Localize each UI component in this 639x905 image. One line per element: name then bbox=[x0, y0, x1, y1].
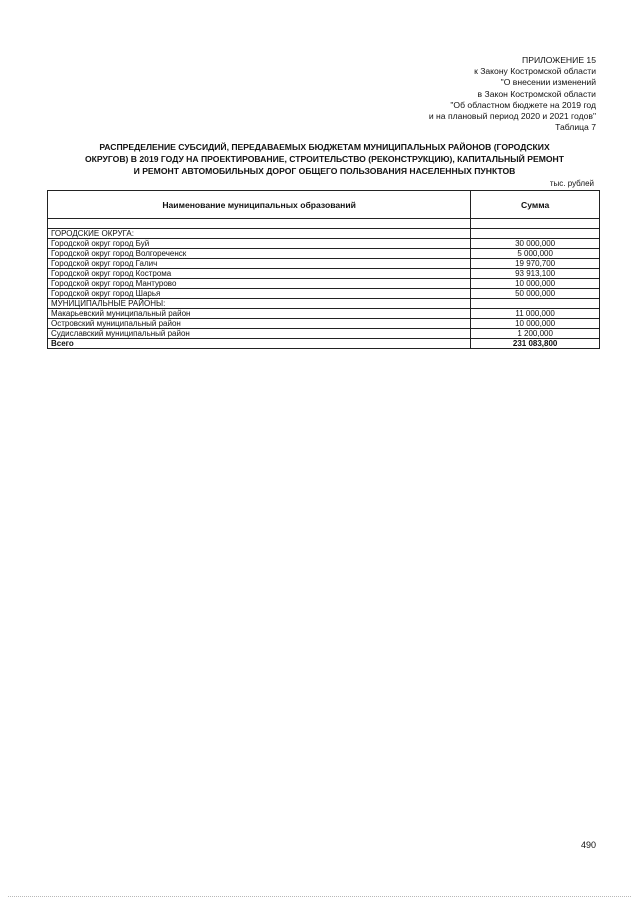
title-line: РАСПРЕДЕЛЕНИЕ СУБСИДИЙ, ПЕРЕДАВАЕМЫХ БЮДЖЕТАМ МУНИЦИПАЛЬНЫХ РАЙОНОВ (ГОРОДСКИХ bbox=[99, 142, 550, 152]
total-sum: 231 083,800 bbox=[471, 339, 600, 349]
row-name: Городской округ город Волгореченск bbox=[48, 249, 471, 259]
row-name: Городской округ город Мантурово bbox=[48, 279, 471, 289]
row-name: Макарьевский муниципальный район bbox=[48, 309, 471, 319]
annex-law-name: в Закон Костромской области bbox=[477, 88, 596, 99]
table-row bbox=[48, 319, 600, 329]
subsidy-table bbox=[47, 190, 600, 349]
unit-label: тыс. рублей bbox=[549, 179, 594, 188]
table-header-row bbox=[48, 191, 600, 219]
row-sum: 1 200,000 bbox=[471, 329, 600, 339]
section-row-municipal-districts bbox=[48, 299, 600, 309]
row-sum: 5 000,000 bbox=[471, 249, 600, 259]
title-line: И РЕМОНТ АВТОМОБИЛЬНЫХ ДОРОГ ОБЩЕГО ПОЛЬЗОВАНИЯ НАСЕЛЕННЫХ ПУНКТОВ bbox=[133, 166, 516, 177]
table-row bbox=[48, 239, 600, 249]
row-sum: 10 000,000 bbox=[471, 279, 600, 289]
row-name: ГОРОДСКИЕ ОКРУГА: bbox=[48, 229, 471, 239]
total-row bbox=[48, 339, 600, 349]
title-line: ОКРУГОВ) В 2019 ГОДУ НА ПРОЕКТИРОВАНИЕ, СТРОИТЕЛЬСТВО (РЕКОНСТРУКЦИЮ), КАПИТАЛЬНЫЙ РЕМОНТ bbox=[85, 154, 564, 165]
annex-amendment: "О внесении изменений bbox=[500, 77, 596, 88]
row-sum: 11 000,000 bbox=[471, 309, 600, 319]
annex-table-number: Таблица 7 bbox=[555, 122, 596, 133]
row-name: Судиславский муниципальный район bbox=[48, 329, 471, 339]
row-name: Городской округ город Шарья bbox=[48, 289, 471, 299]
annex-title: ПРИЛОЖЕНИЕ 15 bbox=[522, 55, 596, 65]
document-title bbox=[48, 141, 601, 178]
row-sum: 93 913,100 bbox=[471, 269, 600, 279]
annex-planning-period: и на плановый период 2020 и 2021 годов" bbox=[428, 111, 596, 122]
annex-header bbox=[429, 55, 596, 133]
row-sum: 10 000,000 bbox=[471, 319, 600, 329]
table-row bbox=[48, 219, 600, 229]
row-sum bbox=[471, 299, 600, 309]
column-header-name: Наименование муниципальных образований bbox=[48, 191, 471, 219]
row-sum: 30 000,000 bbox=[471, 239, 600, 249]
row-name: Городской округ город Кострома bbox=[48, 269, 471, 279]
annex-budget-title: "Об областном бюджете на 2019 год bbox=[450, 99, 596, 110]
scan-edge-divider bbox=[8, 896, 631, 897]
table-row bbox=[48, 309, 600, 319]
row-name: МУНИЦИПАЛЬНЫЕ РАЙОНЫ: bbox=[48, 299, 471, 309]
table-row bbox=[48, 329, 600, 339]
row-sum bbox=[471, 219, 600, 229]
table-row bbox=[48, 289, 600, 299]
table-row bbox=[48, 249, 600, 259]
row-sum bbox=[471, 229, 600, 239]
row-name: Городской округ город Буй bbox=[48, 239, 471, 249]
row-sum: 50 000,000 bbox=[471, 289, 600, 299]
row-name bbox=[48, 219, 471, 229]
total-label: Всего bbox=[48, 339, 471, 349]
row-name: Городской округ город Галич bbox=[48, 259, 471, 269]
row-sum: 19 970,700 bbox=[471, 259, 600, 269]
table-row bbox=[48, 259, 600, 269]
section-row-city-districts bbox=[48, 229, 600, 239]
column-header-sum: Сумма bbox=[471, 191, 600, 219]
row-name: Островский муниципальный район bbox=[48, 319, 471, 329]
page-number: 490 bbox=[580, 840, 596, 850]
table-row bbox=[48, 279, 600, 289]
table-row bbox=[48, 269, 600, 279]
annex-law-ref: к Закону Костромской области bbox=[474, 66, 596, 77]
